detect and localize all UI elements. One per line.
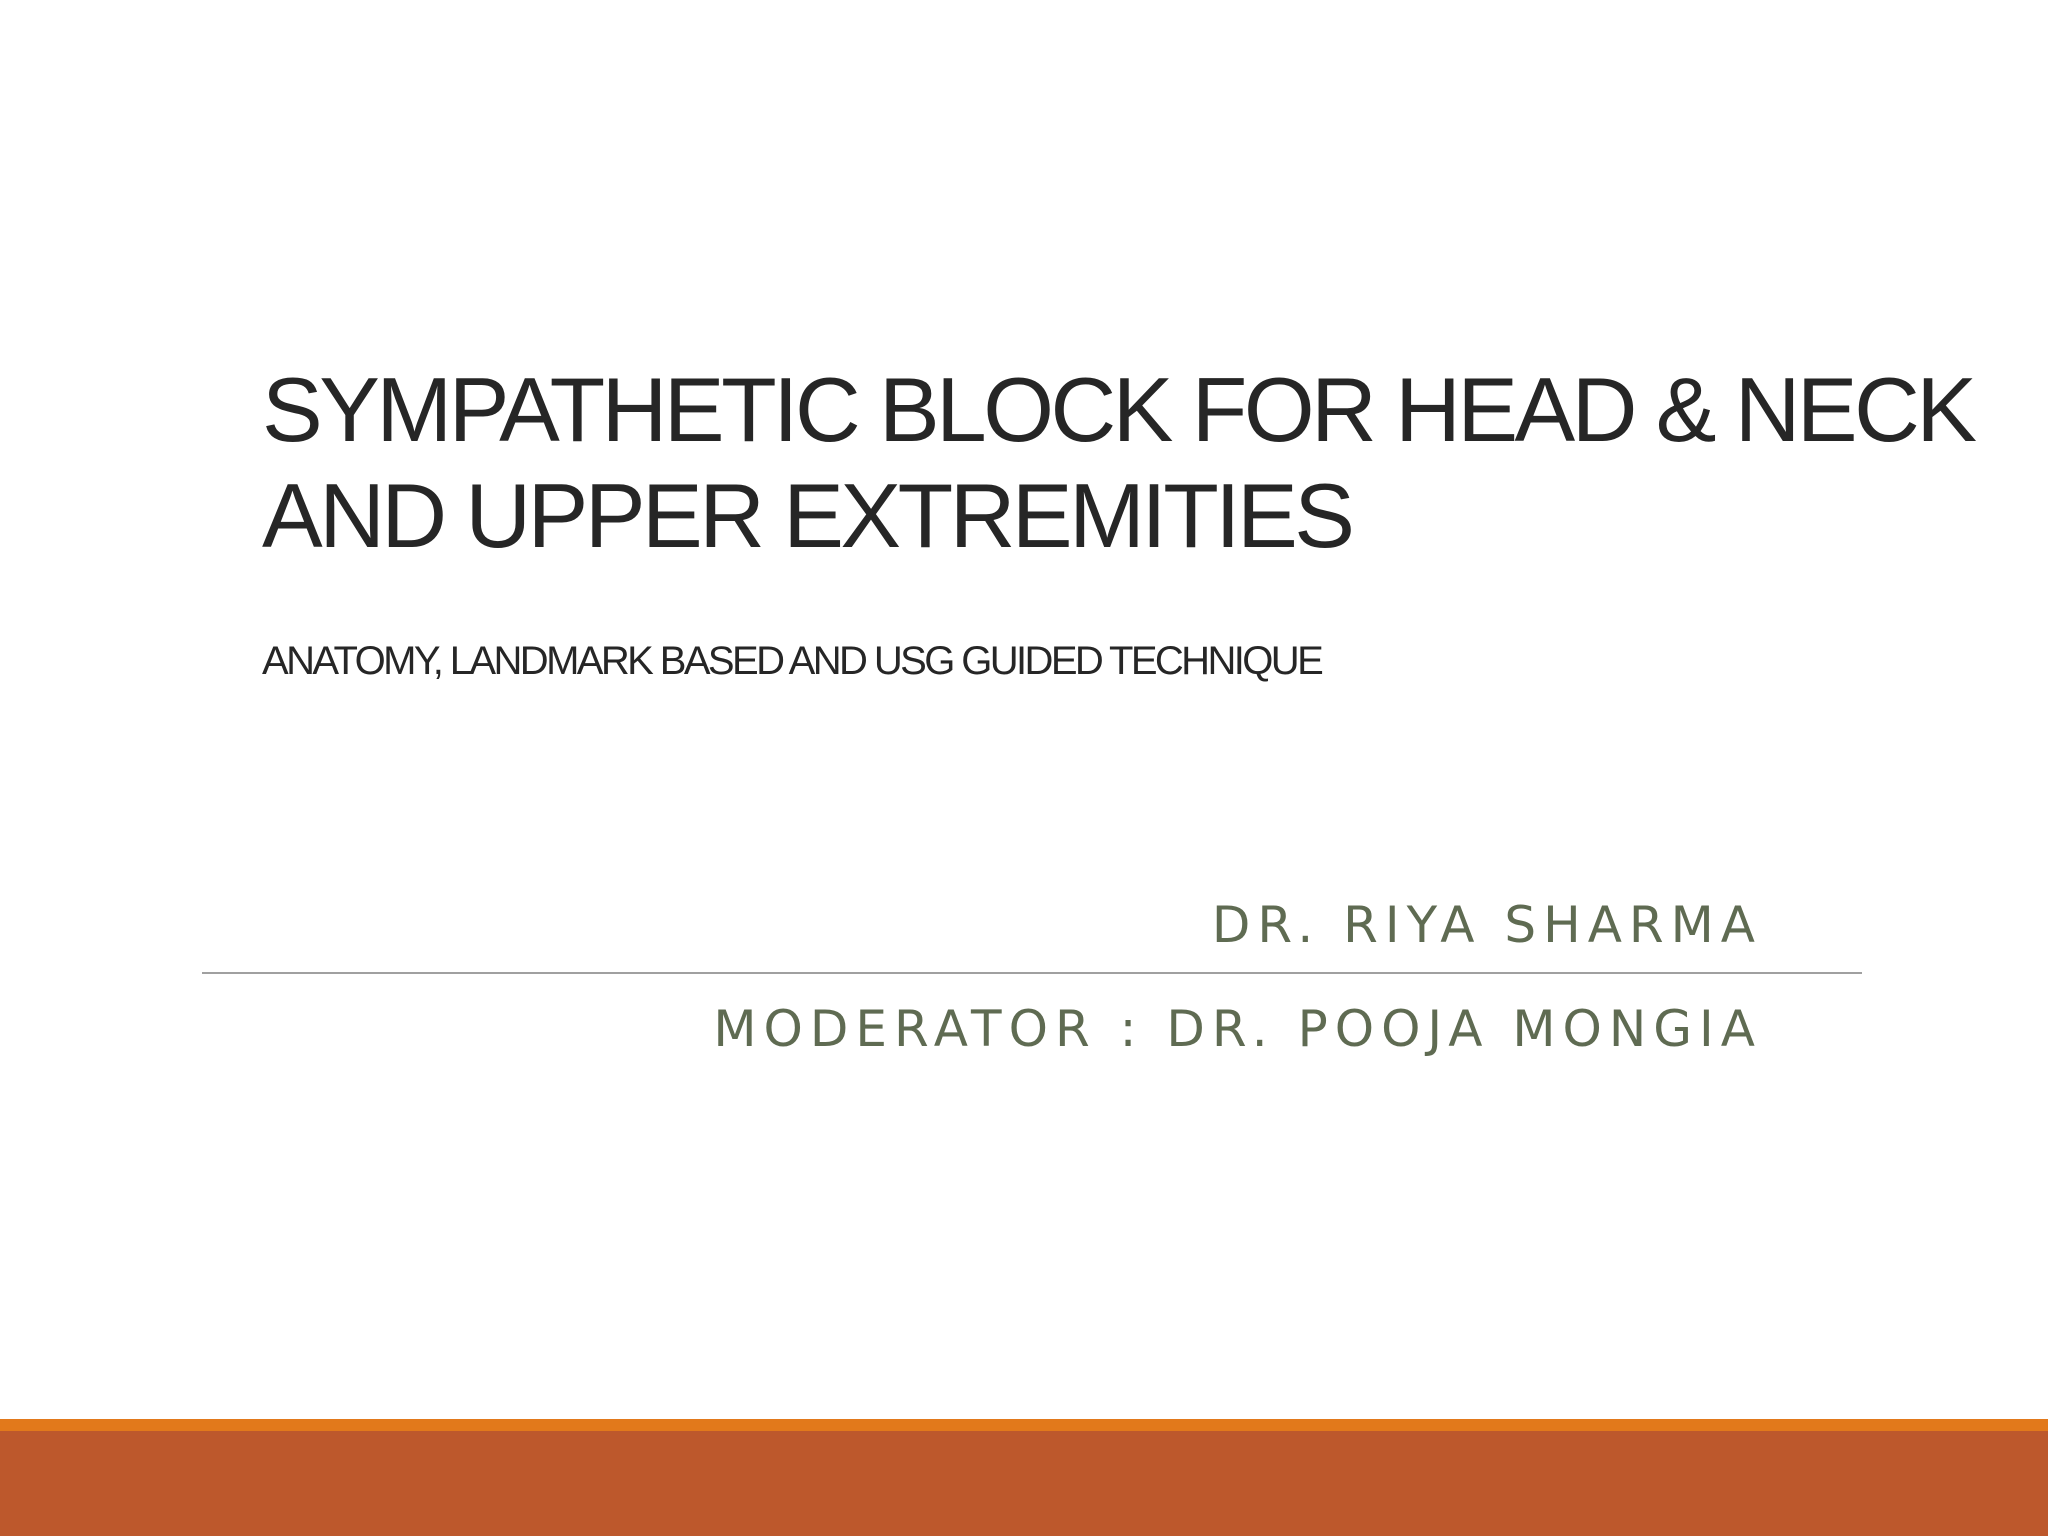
presenter-name: DR. RIYA SHARMA: [1211, 896, 1762, 954]
slide-subtitle: ANATOMY, LANDMARK BASED AND USG GUIDED TECHNIQUE: [262, 639, 1322, 683]
slide-title-line-1: SYMPATHETIC BLOCK FOR HEAD & NECK: [262, 360, 1974, 461]
moderator-name: MODERATOR : DR. POOJA MONGIA: [713, 1000, 1762, 1058]
slide-title-line-2: AND UPPER EXTREMITIES: [262, 466, 1352, 567]
slide-title: [262, 358, 1974, 570]
footer-accent-bar: [0, 1419, 2048, 1431]
footer-band: [0, 1431, 2048, 1536]
divider-line: [202, 972, 1862, 974]
